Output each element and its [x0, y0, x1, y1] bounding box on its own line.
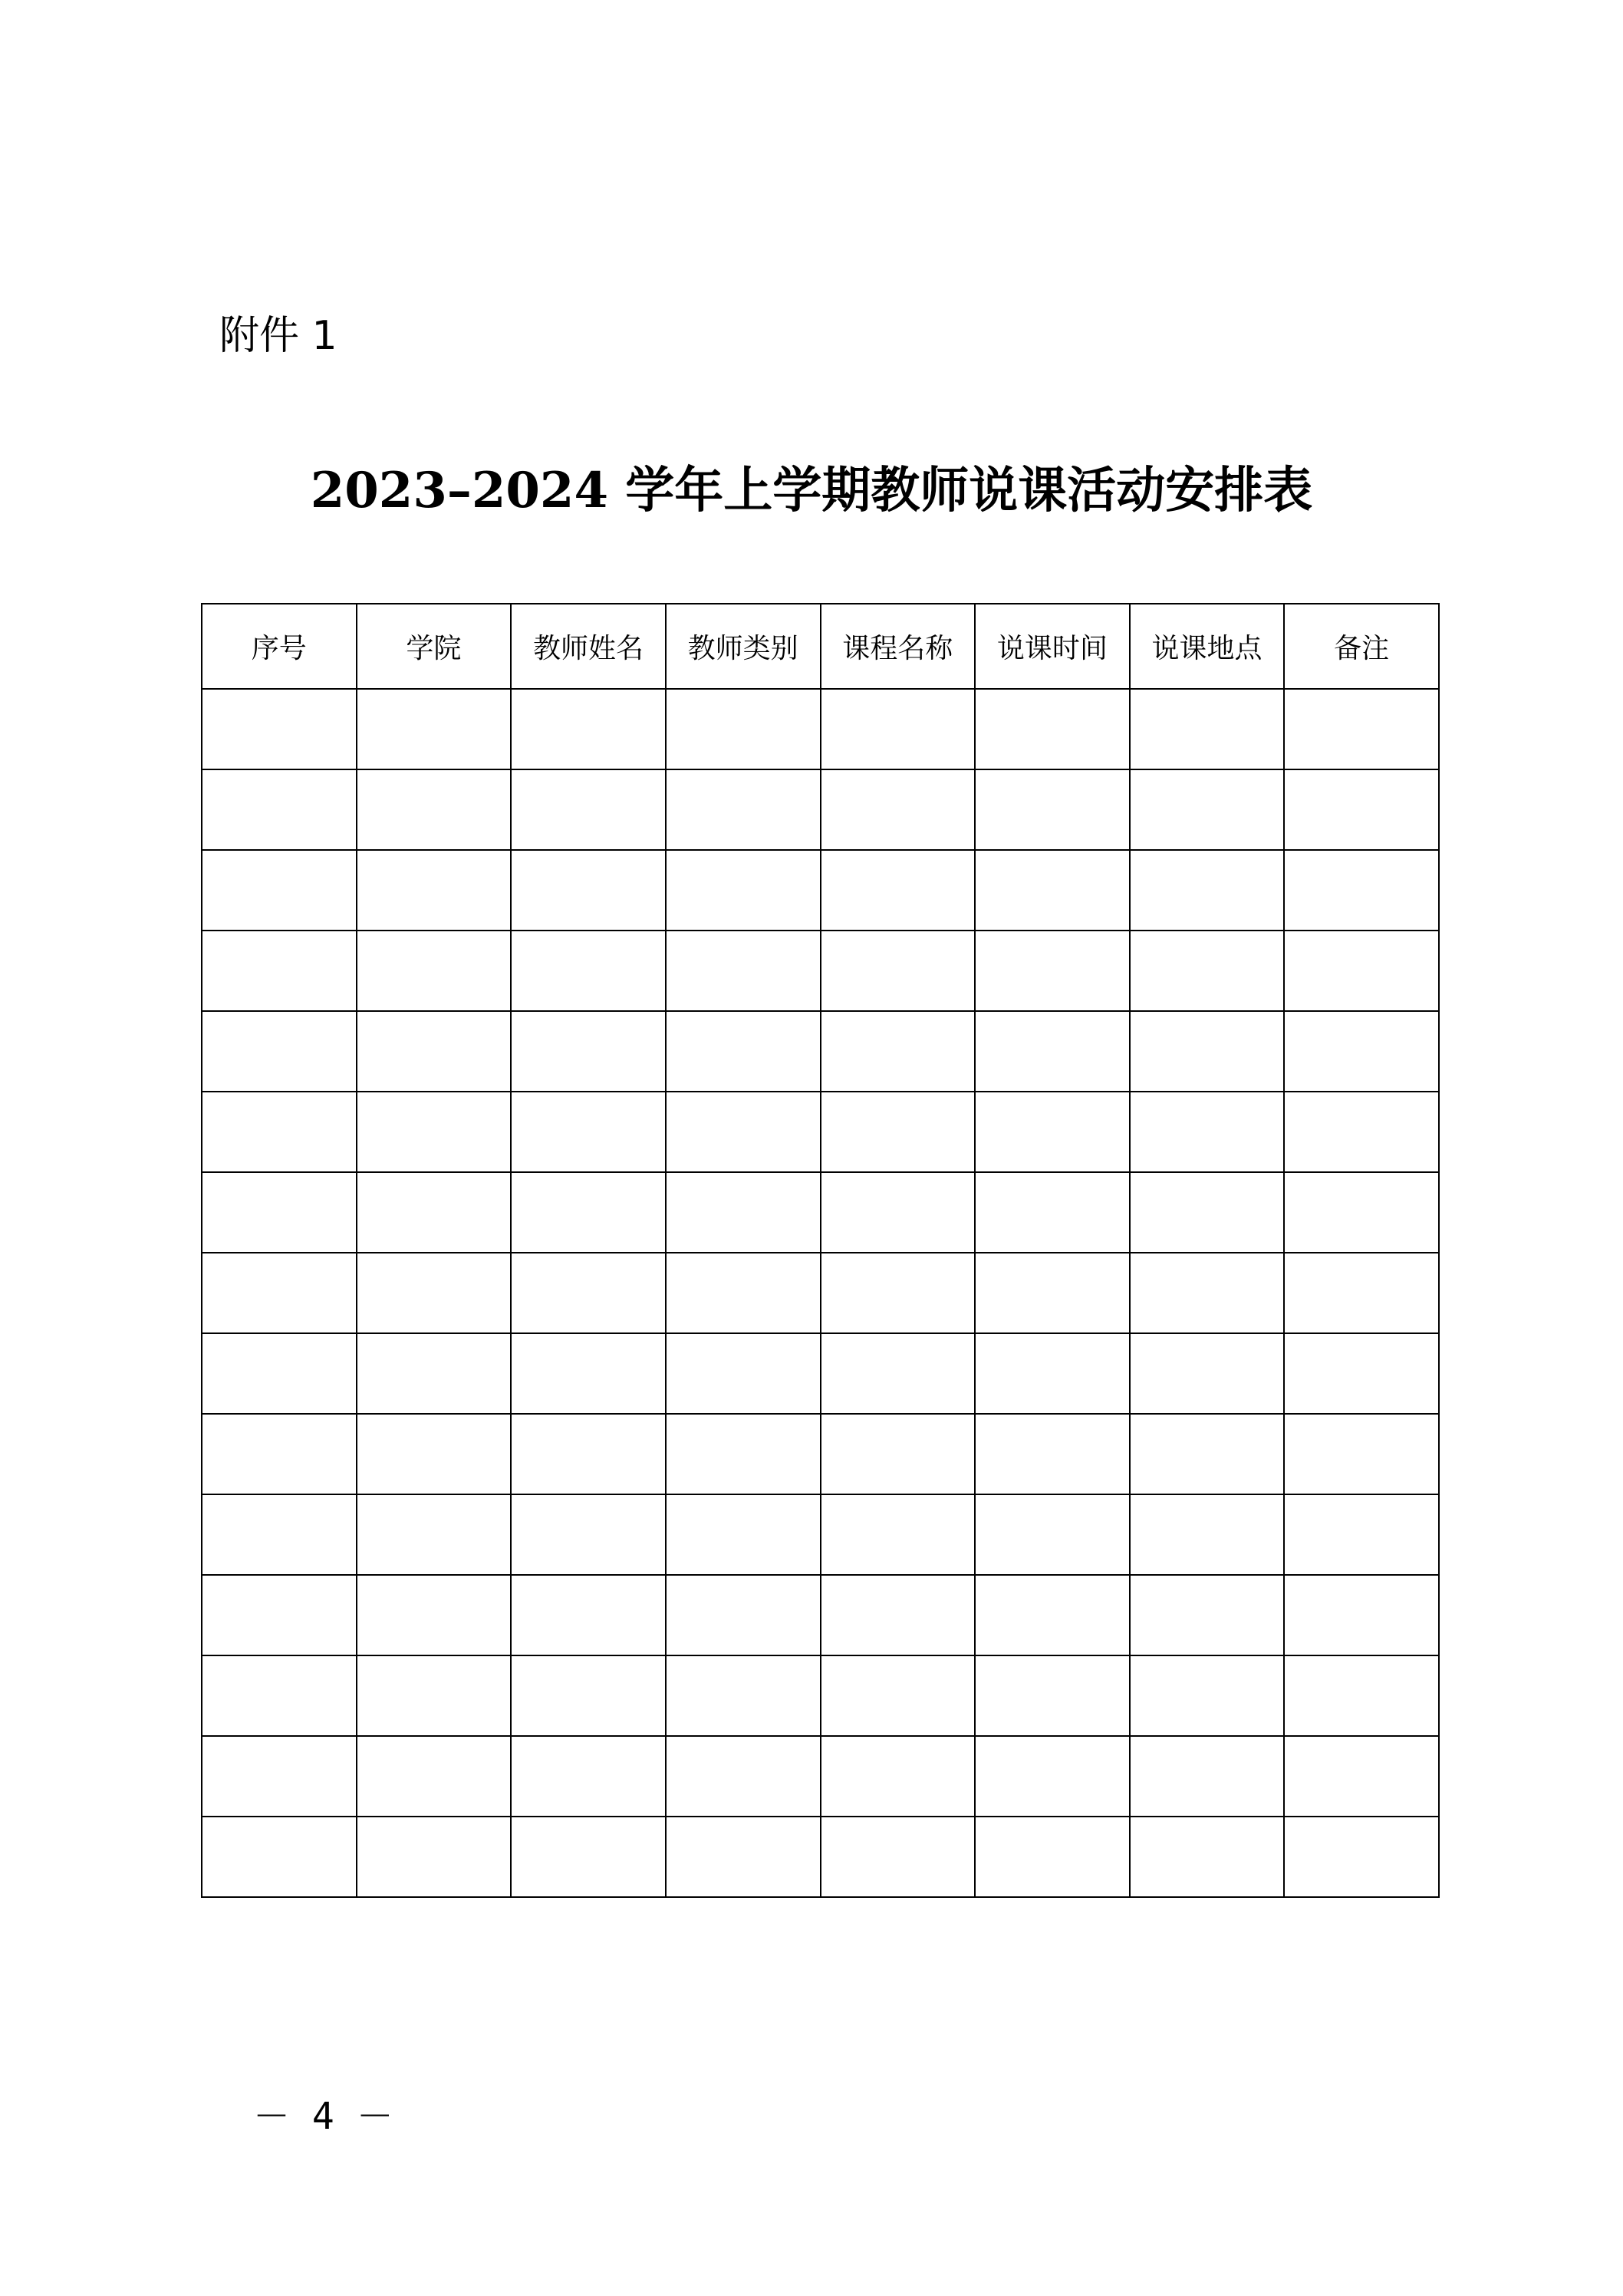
table-cell	[511, 1575, 666, 1655]
table-cell	[202, 1494, 357, 1575]
table-row	[202, 1011, 1439, 1092]
table-row	[202, 1655, 1439, 1736]
header-teacher-name: 教师姓名	[511, 604, 666, 689]
table-cell	[1284, 1333, 1439, 1414]
table-cell	[1284, 850, 1439, 931]
table-cell	[202, 1092, 357, 1172]
table-cell	[666, 1575, 821, 1655]
table-cell	[202, 689, 357, 769]
table-cell	[1130, 769, 1285, 850]
table-cell	[975, 1172, 1130, 1253]
table-cell	[357, 850, 512, 931]
table-cell	[1130, 1011, 1285, 1092]
table-cell	[202, 1736, 357, 1817]
table-cell	[357, 1736, 512, 1817]
table-cell	[357, 1575, 512, 1655]
table-cell	[975, 1575, 1130, 1655]
table-cell	[511, 1172, 666, 1253]
table-cell	[511, 931, 666, 1011]
table-cell	[511, 1011, 666, 1092]
table-cell	[666, 1736, 821, 1817]
table-cell	[1130, 1414, 1285, 1494]
table-cell	[357, 1253, 512, 1333]
table-cell	[821, 1575, 976, 1655]
table-cell	[1130, 1655, 1285, 1736]
table-cell	[975, 1736, 1130, 1817]
table-cell	[975, 931, 1130, 1011]
table-cell	[821, 1655, 976, 1736]
table-cell	[357, 1333, 512, 1414]
table-row	[202, 1253, 1439, 1333]
table-cell	[357, 689, 512, 769]
table-cell	[975, 689, 1130, 769]
table-cell	[1284, 1817, 1439, 1897]
table-cell	[1130, 689, 1285, 769]
table-row	[202, 1414, 1439, 1494]
table-cell	[1130, 1575, 1285, 1655]
table-cell	[357, 1011, 512, 1092]
table-cell	[357, 1655, 512, 1736]
table-cell	[1284, 1092, 1439, 1172]
table-cell	[202, 1817, 357, 1897]
table-cell	[202, 769, 357, 850]
table-cell	[1284, 1575, 1439, 1655]
table-cell	[511, 1253, 666, 1333]
table-cell	[975, 769, 1130, 850]
table-row	[202, 689, 1439, 769]
table-cell	[821, 931, 976, 1011]
table-cell	[666, 689, 821, 769]
table-cell	[975, 1253, 1130, 1333]
table-cell	[666, 1817, 821, 1897]
table-row	[202, 769, 1439, 850]
table-cell	[1130, 1736, 1285, 1817]
header-row	[202, 604, 1439, 689]
table-cell	[1284, 931, 1439, 1011]
header-lecture-location: 说课地点	[1130, 604, 1285, 689]
table-cell	[821, 1414, 976, 1494]
table-cell	[975, 1414, 1130, 1494]
attachment-label: 附件 1	[219, 313, 337, 359]
table-cell	[202, 1172, 357, 1253]
table-cell	[975, 1655, 1130, 1736]
table-cell	[202, 1414, 357, 1494]
table-cell	[202, 931, 357, 1011]
table-row	[202, 1575, 1439, 1655]
table-cell	[1284, 1172, 1439, 1253]
table-cell	[202, 1575, 357, 1655]
table-cell	[666, 1494, 821, 1575]
table-cell	[1130, 931, 1285, 1011]
table-cell	[511, 1333, 666, 1414]
table-cell	[821, 769, 976, 850]
table-cell	[666, 769, 821, 850]
table-cell	[666, 1333, 821, 1414]
header-college: 学院	[357, 604, 512, 689]
table-cell	[1284, 1655, 1439, 1736]
table-cell	[1284, 1011, 1439, 1092]
document-title: 2023–2024 学年上学期教师说课活动安排表	[310, 462, 1313, 519]
table-row	[202, 1333, 1439, 1414]
table-cell	[666, 850, 821, 931]
table-cell	[1284, 689, 1439, 769]
table-cell	[357, 1817, 512, 1897]
table-cell	[357, 931, 512, 1011]
table-cell	[666, 1172, 821, 1253]
table-cell	[202, 1253, 357, 1333]
table-row	[202, 1494, 1439, 1575]
table-cell	[666, 1253, 821, 1333]
table-cell	[357, 1414, 512, 1494]
table-cell	[202, 1011, 357, 1092]
table-cell	[666, 1011, 821, 1092]
table-cell	[511, 1736, 666, 1817]
table-cell	[1284, 1736, 1439, 1817]
table-cell	[1130, 1253, 1285, 1333]
table-cell	[511, 689, 666, 769]
table-row	[202, 1736, 1439, 1817]
table-cell	[1130, 850, 1285, 931]
table-cell	[357, 1092, 512, 1172]
table-cell	[511, 1494, 666, 1575]
table-cell	[975, 1092, 1130, 1172]
header-remarks: 备注	[1284, 604, 1439, 689]
page-number-text: － 4 －	[253, 2095, 393, 2138]
table-cell	[1284, 1253, 1439, 1333]
table-cell	[821, 1011, 976, 1092]
header-teacher-category: 教师类别	[666, 604, 821, 689]
table-cell	[1130, 1494, 1285, 1575]
table-body	[202, 689, 1439, 1897]
table-cell	[821, 1253, 976, 1333]
table-cell	[357, 1172, 512, 1253]
table-row	[202, 1092, 1439, 1172]
table-cell	[202, 850, 357, 931]
table-row	[202, 1172, 1439, 1253]
table-cell	[666, 1655, 821, 1736]
table-cell	[821, 1172, 976, 1253]
table-cell	[1284, 769, 1439, 850]
table-cell	[975, 1333, 1130, 1414]
table-cell	[511, 1414, 666, 1494]
table-cell	[357, 1494, 512, 1575]
table-row	[202, 850, 1439, 931]
table-cell	[511, 850, 666, 931]
table-cell	[975, 1817, 1130, 1897]
table-cell	[821, 1333, 976, 1414]
table-cell	[1130, 1172, 1285, 1253]
table-cell	[975, 1494, 1130, 1575]
header-course-name: 课程名称	[821, 604, 976, 689]
table-row	[202, 1817, 1439, 1897]
table-cell	[975, 850, 1130, 931]
table-header	[202, 604, 1439, 689]
table-cell	[202, 1333, 357, 1414]
table-cell	[1130, 1333, 1285, 1414]
table-cell	[511, 1655, 666, 1736]
table-cell	[666, 931, 821, 1011]
table-cell	[1284, 1494, 1439, 1575]
table-cell	[821, 1494, 976, 1575]
table-row	[202, 931, 1439, 1011]
table-cell	[357, 769, 512, 850]
table-cell	[1130, 1092, 1285, 1172]
table-cell	[666, 1414, 821, 1494]
table-cell	[202, 1655, 357, 1736]
table-cell	[821, 850, 976, 931]
table-cell	[511, 1817, 666, 1897]
header-serial-number: 序号	[202, 604, 357, 689]
header-lecture-time: 说课时间	[975, 604, 1130, 689]
table-cell	[975, 1011, 1130, 1092]
table-cell	[511, 769, 666, 850]
table-cell	[821, 1817, 976, 1897]
schedule-table	[201, 603, 1440, 1898]
table-cell	[511, 1092, 666, 1172]
table-cell	[1284, 1414, 1439, 1494]
table-cell	[821, 689, 976, 769]
table-cell	[666, 1092, 821, 1172]
table-cell	[1130, 1817, 1285, 1897]
table-cell	[821, 1736, 976, 1817]
table-cell	[821, 1092, 976, 1172]
